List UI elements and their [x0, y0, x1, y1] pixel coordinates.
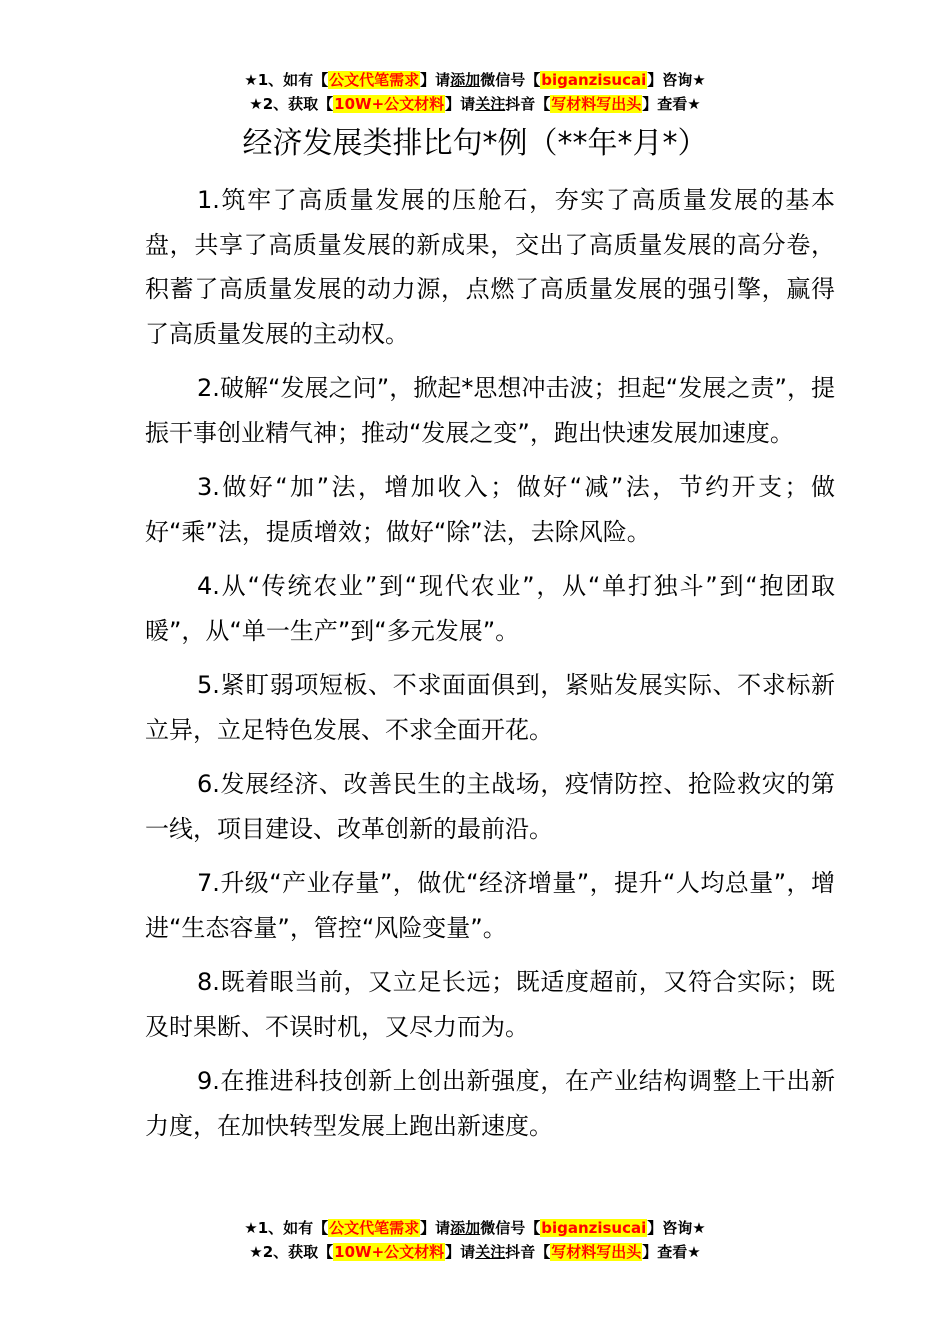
paragraph-8: 8.既着眼当前，又立足长远；既适度超前，又符合实际；既及时果断、不误时机，又尽力而为。: [145, 968, 835, 1041]
notice-line-1: ★1、如有【公文代笔需求】请添加微信号【biganzisucai】咨询★: [244, 1219, 706, 1237]
highlight-materials: 10W+公文材料: [334, 95, 445, 113]
star-icon: ★: [244, 1219, 258, 1237]
paragraph-5: 5.紧盯弱项短板、不求面面俱到，紧贴发展实际、不求标新立异，立足特色发展、不求全面开花。: [145, 671, 835, 744]
footer-notice: [0, 1216, 950, 1264]
star-icon: ★: [692, 1219, 706, 1237]
star-icon: ★: [692, 71, 706, 89]
star-icon: ★: [249, 1243, 263, 1261]
notice-line-1: ★1、如有【公文代笔需求】请添加微信号【biganzisucai】咨询★: [244, 71, 706, 89]
highlight-service: 公文代笔需求: [329, 71, 420, 89]
paragraph-3: 3.做好“加”法，增加收入；做好“减”法，节约开支；做好“乘”法，提质增效；做好“除”法，去除风险。: [145, 473, 835, 546]
highlight-douyin-account: 写材料写出头: [551, 95, 642, 113]
star-icon: ★: [687, 95, 701, 113]
paragraph-1: 1.筑牢了高质量发展的压舱石，夯实了高质量发展的基本盘，共享了高质量发展的新成果，交出了高质量发展的高分卷，积蓄了高质量发展的动力源，点燃了高质量发展的强引擎，赢得了高质量发展的主动权。: [145, 186, 835, 348]
highlight-materials: 10W+公文材料: [334, 1243, 445, 1261]
highlight-wechat-id: biganzisucai: [541, 71, 647, 89]
document-body: [145, 178, 835, 1158]
star-icon: ★: [244, 71, 258, 89]
notice-line-2: ★2、获取【10W+公文材料】请关注抖音【写材料写出头】查看★: [249, 95, 701, 113]
highlight-wechat-id: biganzisucai: [541, 1219, 647, 1237]
star-icon: ★: [687, 1243, 701, 1261]
paragraph-2: 2.破解“发展之问”，掀起*思想冲击波；担起“发展之责”，提振干事创业精气神；推动“发展之变”，跑出快速发展加速度。: [145, 374, 835, 447]
header-notice: [0, 68, 950, 116]
paragraph-7: 7.升级“产业存量”，做优“经济增量”，提升“人均总量”，增进“生态容量”，管控“风险变量”。: [145, 869, 835, 942]
paragraph-6: 6.发展经济、改善民生的主战场，疫情防控、抢险救灾的第一线，项目建设、改革创新的最前沿。: [145, 770, 835, 843]
highlight-douyin-account: 写材料写出头: [551, 1243, 642, 1261]
paragraph-4: 4.从“传统农业”到“现代农业”，从“单打独斗”到“抱团取暖”，从“单一生产”到“多元发展”。: [145, 572, 835, 645]
highlight-service: 公文代笔需求: [329, 1219, 420, 1237]
page-title: 经济发展类排比句*例（**年*月*）: [242, 126, 708, 161]
star-icon: ★: [249, 95, 263, 113]
notice-line-2: ★2、获取【10W+公文材料】请关注抖音【写材料写出头】查看★: [249, 1243, 701, 1261]
paragraph-9: 9.在推进科技创新上创出新强度，在产业结构调整上干出新力度，在加快转型发展上跑出新速度。: [145, 1067, 835, 1140]
